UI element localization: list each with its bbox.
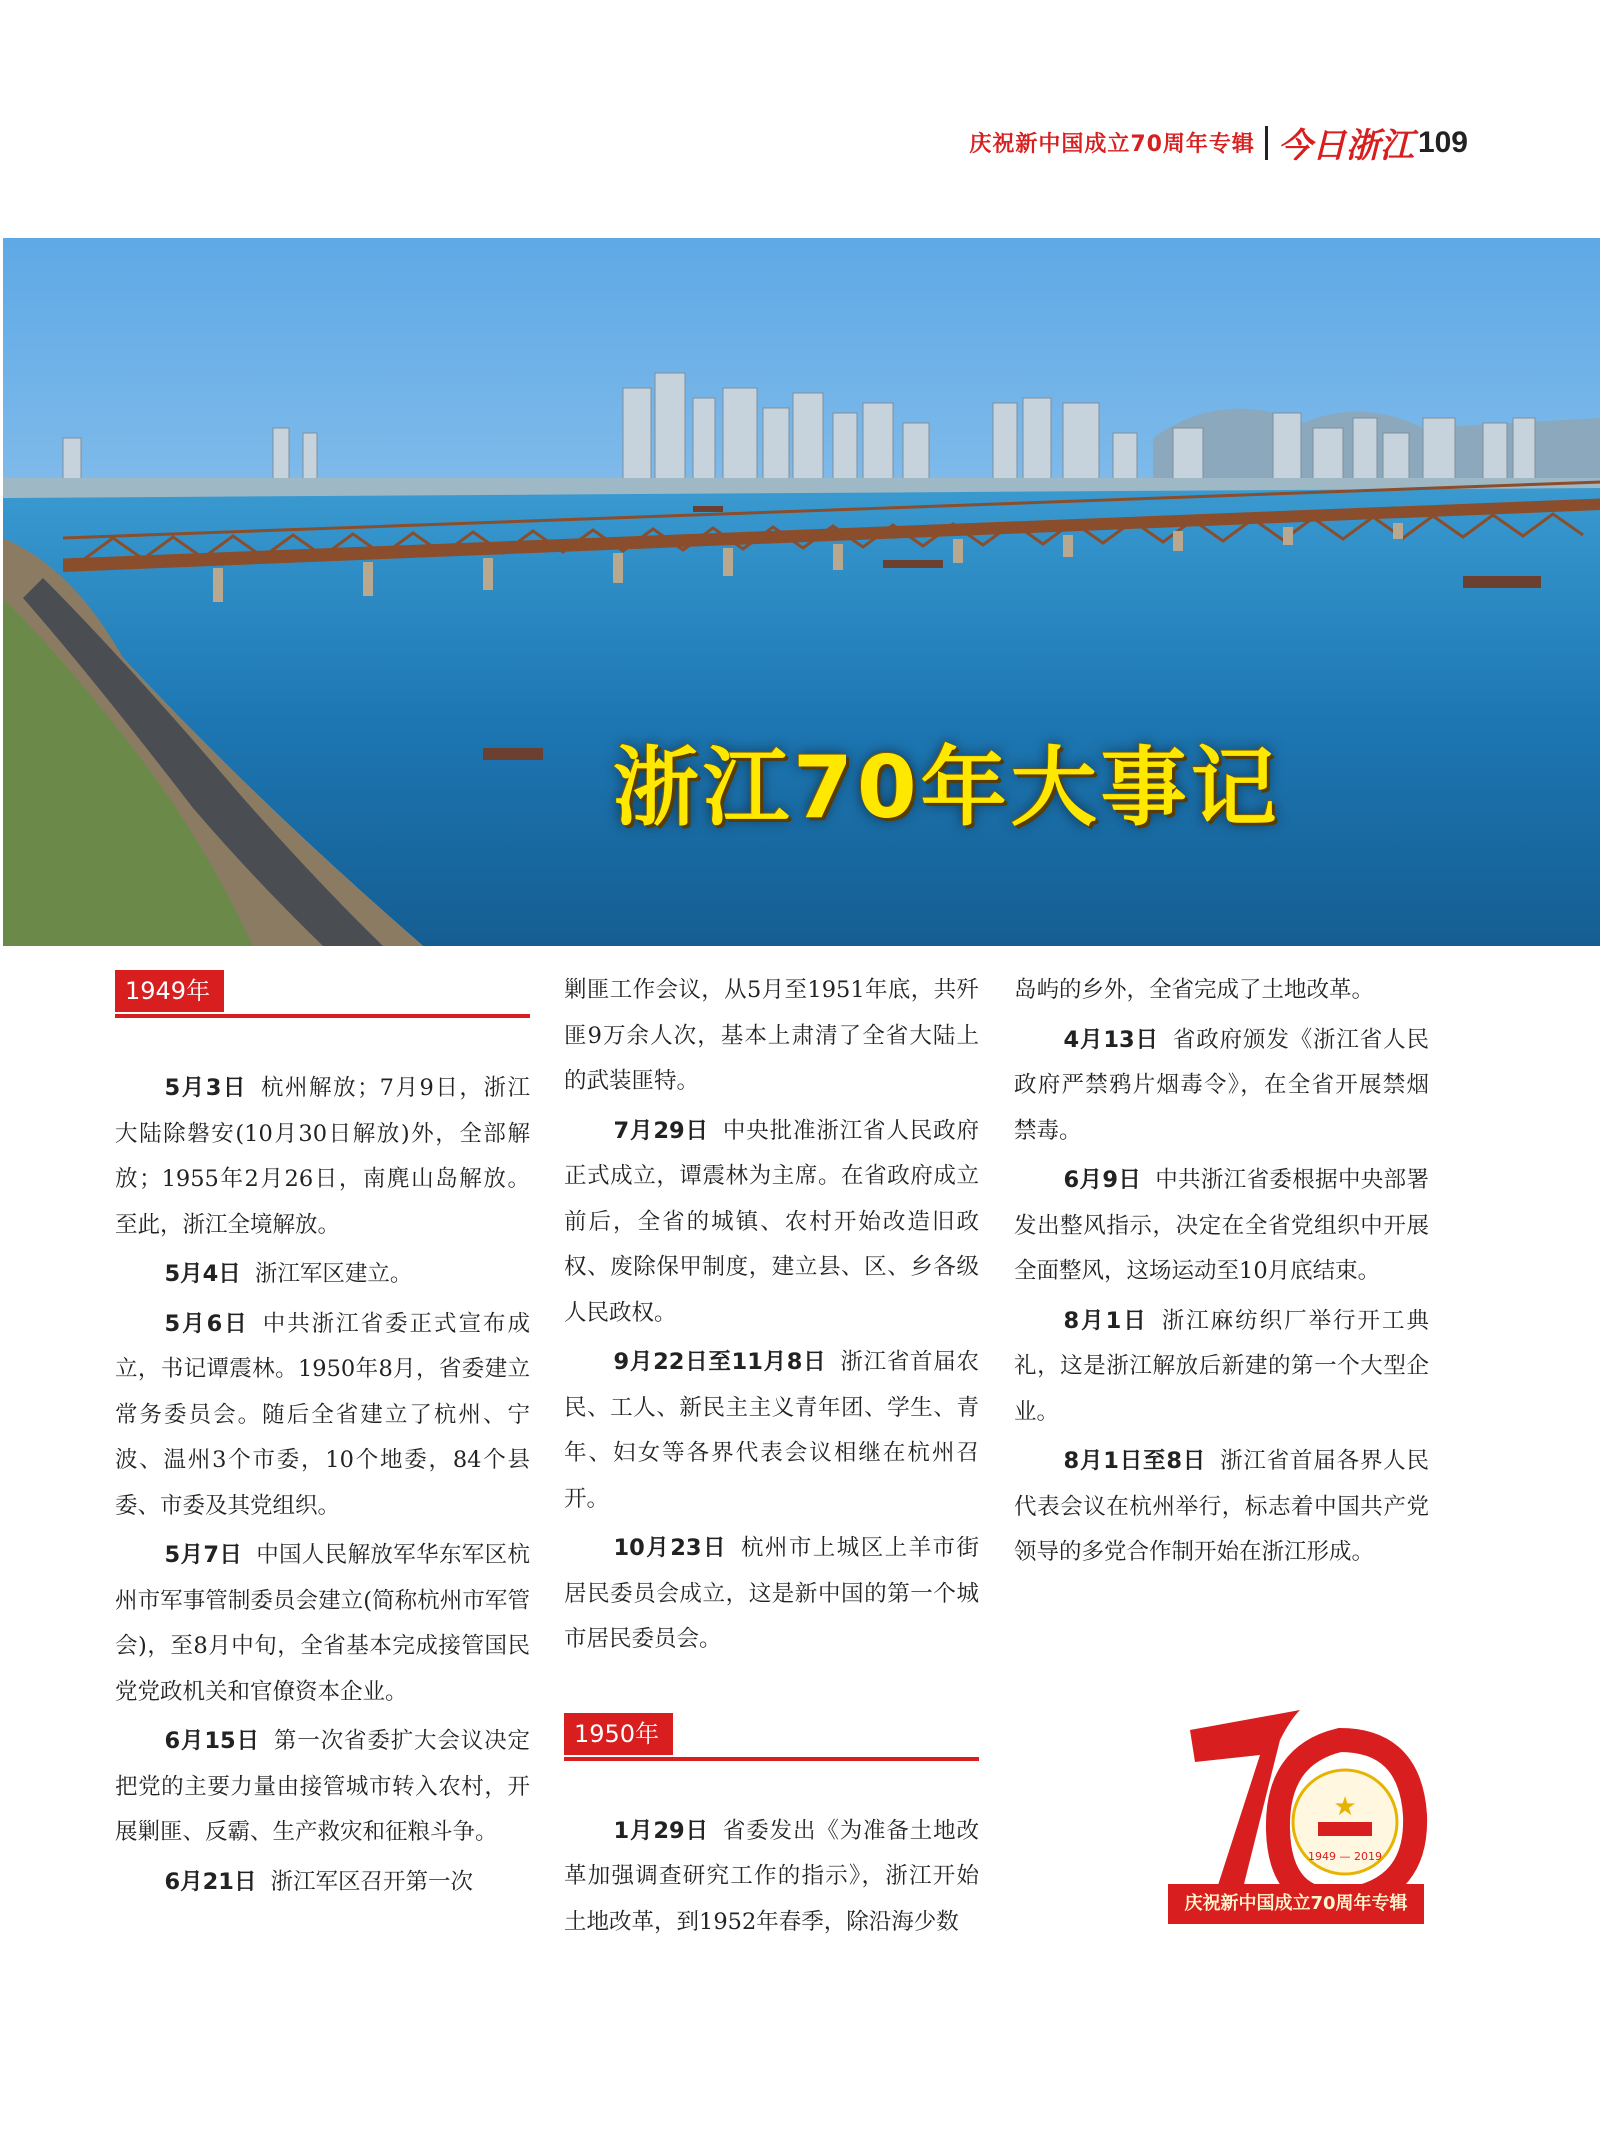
event-entry [1014,1299,1429,1436]
event-date: 4月13日 [1063,1026,1159,1053]
event-text: 中央批准浙江省人民政府正式成立，谭震林为主席。在省政府成立前后，全省的城镇、农村开始改造旧政权、废除保甲制度，建立县、区、乡各级人民政权。 [564,1117,979,1326]
year-label: 1949年 [115,970,224,1012]
event-text: 浙江麻纺织厂举行开工典礼，这是浙江解放后新建的第一个大型企业。 [1014,1307,1429,1425]
event-date: 6月9日 [1063,1167,1142,1193]
special-issue-label: 庆祝新中国成立70周年专辑 [969,132,1255,157]
event-entry [1014,1018,1429,1155]
event-entry [564,1340,979,1522]
year-label: 1950年 [564,1713,673,1755]
event-entry [115,1860,530,1906]
event-continuation: 剿匪工作会议，从5月至1951年底，共歼匪9万余人次，基本上肃清了全省大陆上的武装匪特。 [564,977,979,1094]
event-entry [115,1252,530,1298]
hero-image [3,238,1600,946]
event-date: 10月23日 [613,1535,727,1561]
year-rule [564,1757,979,1761]
event-date: 8月1日至8日 [1063,1448,1207,1474]
page-header [969,118,1468,167]
event-text: 浙江省首届各界人民代表会议在杭州举行，标志着中国共产党领导的多党合作制开始在浙江形成。 [1014,1448,1429,1565]
star-icon: ★ [1333,1792,1357,1822]
column-1 [115,968,530,1909]
event-continuation: 岛屿的乡外，全省完成了土地改革。 [1014,977,1375,1003]
event-text: 浙江省首届农民、工人、新民主主义青年团、学生、青年、妇女等各界代表会议相继在杭州召开。 [564,1349,979,1512]
event-entry [564,1809,979,1946]
event-text: 杭州市上城区上羊市街居民委员会成立，这是新中国的第一个城市居民委员会。 [564,1535,979,1652]
header-divider [1265,126,1268,160]
event-entry [115,1302,530,1530]
event-entry [564,1109,979,1337]
year-heading-1950 [564,1711,979,1761]
event-date: 5月6日 [164,1310,249,1337]
event-entry [1014,1158,1429,1295]
event-date: 9月22日至11月8日 [613,1349,827,1375]
year-rule [115,1014,530,1018]
event-date: 7月29日 [613,1117,709,1144]
event-text: 第一次省委扩大会议决定把党的主要力量由接管城市转入农村，开展剿匪、反霸、生产救灾和征粮斗争。 [115,1728,530,1845]
year-heading-1949 [115,968,530,1018]
event-date: 5月3日 [164,1075,247,1101]
logo-caption: 庆祝新中国成立70周年专辑 [1168,1884,1424,1924]
event-text: 省委发出《为准备土地改革加强调查研究工作的指示》，浙江开始土地改革，到1952年春季，除沿海少数 [564,1817,979,1935]
event-date: 6月15日 [164,1728,260,1754]
event-date: 6月21日 [164,1868,257,1895]
event-entry [115,1533,530,1715]
event-text: 杭州解放；7月9日，浙江大陆除磐安(10月30日解放)外，全部解放；1955年2月26日，南麂山岛解放。至此，浙江全境解放。 [115,1075,530,1238]
event-entry [1014,1439,1429,1576]
column-3 [1014,968,1429,1580]
tiananmen-icon [1318,1822,1372,1836]
event-entry [115,1719,530,1856]
event-date: 5月7日 [164,1542,243,1568]
event-text: 中共浙江省委正式宣布成立，书记谭震林。1950年8月，省委建立常务委员会。随后全省建立了杭州、宁波、温州3个市委，10个地委，84个县委、市委及其党组织。 [115,1310,530,1519]
event-date: 1月29日 [613,1817,709,1844]
event-text: 浙江军区建立。 [254,1261,413,1287]
column-2 [564,968,979,1949]
logo-years: 1949 — 2019 [1308,1850,1382,1863]
event-text: 中共浙江省委根据中央部署发出整风指示，决定在全省党组织中开展全面整风，这场运动至10月底结束。 [1014,1167,1429,1284]
magazine-brand: 今日浙江 [1277,126,1414,166]
event-text: 省政府颁发《浙江省人民政府严禁鸦片烟毒令》，在全省开展禁烟禁毒。 [1014,1026,1429,1144]
event-entry [564,1526,979,1663]
hero-title: 浙江70年大事记 [613,738,1281,838]
event-date: 8月1日 [1063,1307,1148,1334]
event-text: 中国人民解放军华东军区杭州市军事管制委员会建立(简称杭州市军管会)，至8月中旬，全省基本完成接管国民党党政机关和官僚资本企业。 [115,1542,530,1705]
event-entry [115,1066,530,1248]
event-text: 浙江军区召开第一次 [270,1868,473,1895]
event-date: 5月4日 [164,1261,241,1287]
page-number: 109 [1417,125,1468,159]
